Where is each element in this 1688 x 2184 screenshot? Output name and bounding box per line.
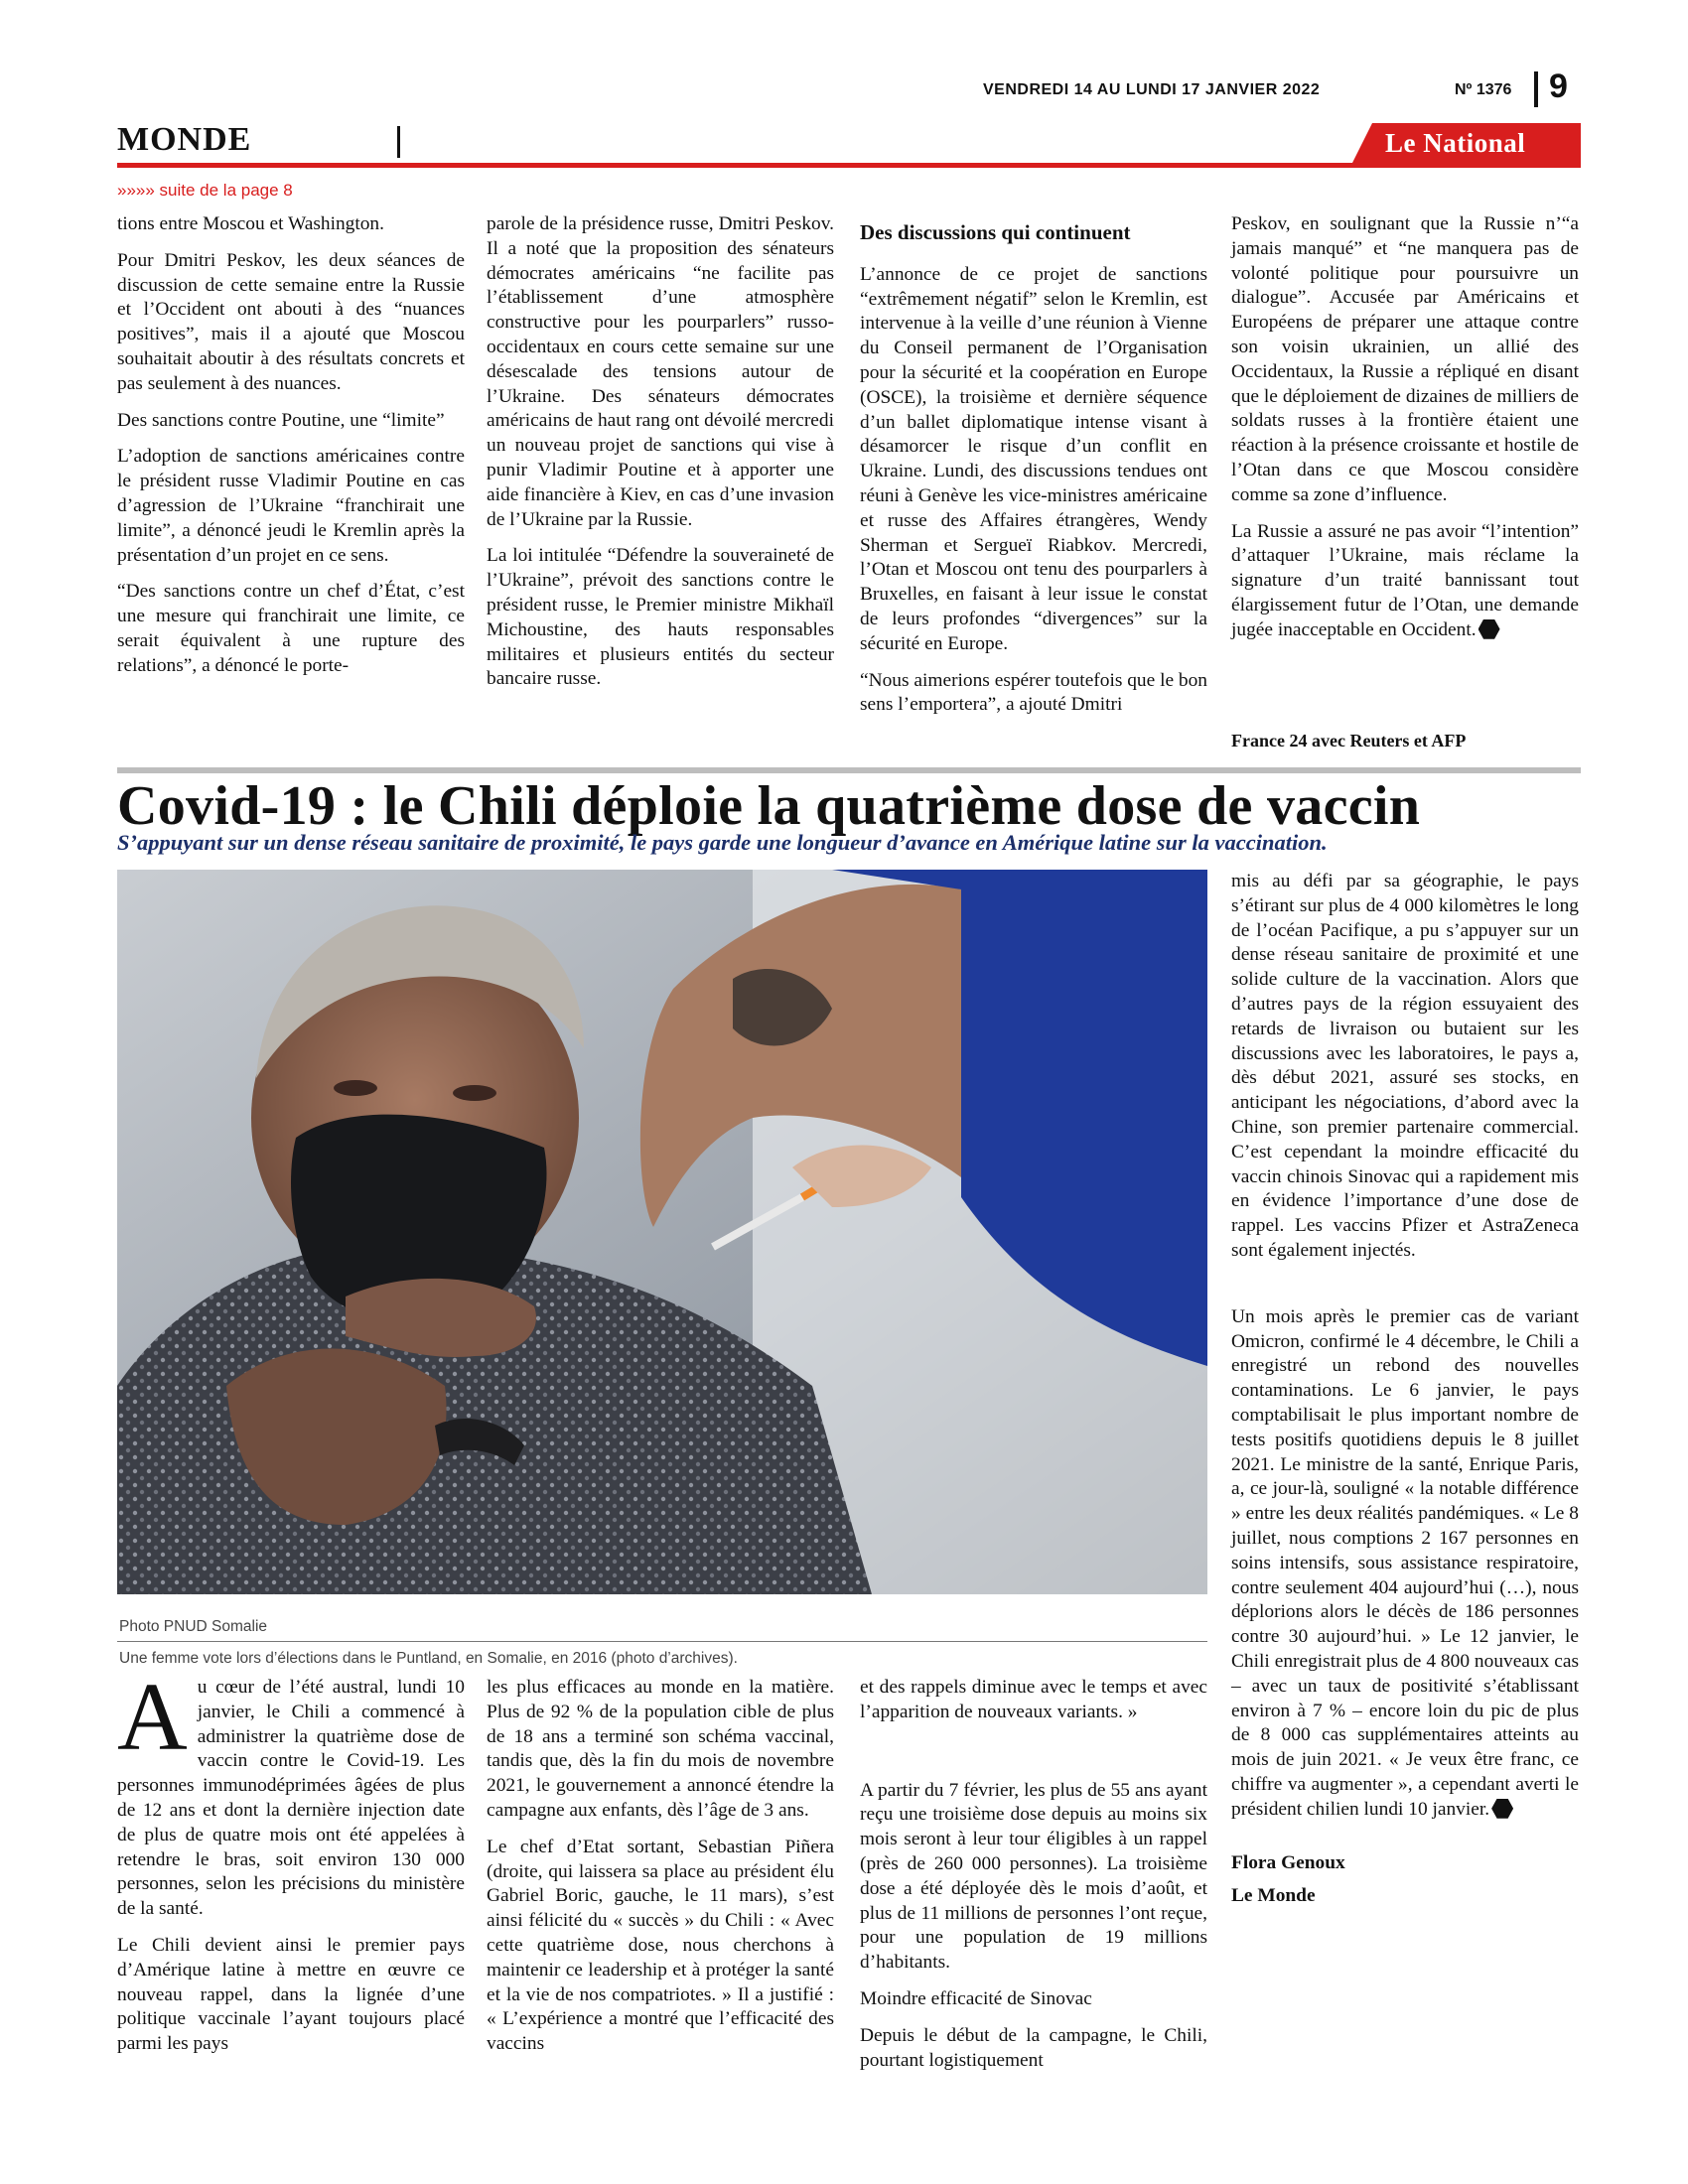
author-source: Le Monde <box>1231 1885 1316 1907</box>
photo-credit: Photo PNUD Somalie <box>119 1618 268 1635</box>
header-red-rule <box>117 163 1581 168</box>
article-credit: France 24 avec Reuters et AFP <box>1231 731 1467 751</box>
paragraph: parole de la présidence russe, Dmitri Peskov. Il a noté que la proposition des sénateurs démocrates américains “ne facilite pas l’établissement d’une atmosphère constructive pour les pourparlers” russo-occidentaux en cours cette semaine sur une désescalade des tensions autour de l’Ukraine. Des sénateurs démocrates américains de haut rang ont dévoilé mercredi un nouveau projet de sanctions qui vise à punir Vladimir Poutine et à apporter une aide financière à Kiev, en cas d’une invasion de l’Ukraine par la Russie. <box>487 213 834 530</box>
paragraph <box>117 1664 465 1922</box>
end-mark-icon <box>1491 1799 1513 1819</box>
photo-caption: Une femme vote lors d’élections dans le Puntland, en Somalie, en 2016 (photo d’archives). <box>119 1650 738 1667</box>
main-article-column-1 <box>117 1664 465 2069</box>
paragraph <box>1231 1305 1579 1823</box>
paragraph: Peskov, en soulignant que la Russie n’“a jamais manqué” et “ne manquera pas de volonté politique pour poursuivre un dialogue”. Accusée par Américains et Européens de préparer une attaque contre son voisin ukrainien, un allié des Occidentaux, la Russie a répliqué en disant que le déploiement de dizaines de milliers de soldats russes à la frontière étaient une réaction à la présence croissante et hostile de l’Otan dans ce que Moscou considère comme sa zone d’influence. <box>1231 213 1579 505</box>
paragraph: les plus efficaces au monde en la matière. Plus de 92 % de la population cible de plus de 18 ans a terminé son schéma vaccinal, tandis que, dès la fin du mois de novembre 2021, le gouvernement a annoncé étendre la campagne aux enfants, dès l’âge de 3 ans. <box>487 1677 834 1821</box>
paragraph: L’adoption de sanctions américaines contre le président russe Vladimir Poutine en cas d’agression de l’Ukraine “franchirait une limite”, a dénoncé jeudi le Kremlin après la présentation d’un projet en ce sens. <box>117 446 465 566</box>
header-divider <box>1534 71 1538 107</box>
top-article-column-1 <box>117 212 465 691</box>
drop-cap: A <box>117 1664 188 1771</box>
main-article-column-3 <box>860 1676 1207 2085</box>
paragraph: Le chef d’Etat sortant, Sebastian Piñera (droite, qui laissera sa place au président élu Gabriel Boric, gauche, le 11 mars), s’est ainsi félicité du « succès » du Chili : « Avec cette quatrième dose, nous cherchons à maintenir ce leadership et à protéger la santé et la vie de nos compatriotes. » Il a justifié : « L’expérience a montré que l’efficacité des vaccins <box>487 1836 834 2055</box>
article-photo <box>117 870 1207 1594</box>
paragraph-text: La Russie a assuré ne pas avoir “l’intention” d’attaquer l’Ukraine, mais réclame la signature d’un traité bannissant tout élargissement futur de l’Otan, une demande jugée inacceptable en Occident. <box>1231 520 1579 640</box>
end-mark-icon <box>1478 619 1500 639</box>
paragraph: L’annonce de ce projet de sanctions “extrêmement négatif” selon le Kremlin, est intervenue à la veille d’une réunion à Vienne du Conseil permanent de l’Organisation pour la sécurité et la coopération en Europe (OSCE), la troisième et dernière séquence d’un ballet diplomatique intense visant à désamorcer le risque d’un conflit en Ukraine. Lundi, des discussions tendues ont réuni à Genève les vice-ministres américaine et russe des Affaires étrangères, Wendy Sherman et Sergueï Riabkov. Mercredi, l’Otan et Moscou ont tenu des pourparlers à Bruxelles, en faisant à leur issue le constat de leurs profondes “divergences” sur la sécurité en Europe. <box>860 263 1207 654</box>
section-title: MONDE <box>117 121 252 158</box>
paragraph-text: Un mois après le premier cas de variant Omicron, confirmé le 4 décembre, le Chili a enregistré un rebond des nouvelles contaminations. Le 6 janvier, le pays comptabilisait le plus important nombre de tests positifs quotidiens depuis le 8 juillet 2021. Le ministre de la santé, Enrique Paris, a, ce jour-là, souligné « la notable différence » entre les deux réalités pandémiques. « Le 8 juillet, nous comptions 2 167 personnes en soins intensifs, sous assistance respiratoire, contre seulement 404 aujourd’hui (…), nous déplorions alors le décès de 186 personnes contre 30 aujourd’hui. » Le 12 janvier, le Chili enregistrait plus de 4 800 nouveaux cas – avec un taux de positivité s’établissant environ à 7 % – encore loin du pic de plus de 8 000 cas supplémentaires atteints au mois de juin 2021. « Je veux être franc, ce chiffre va augmenter », a cependant averti le président chilien lundi 10 janvier. <box>1231 1305 1579 1820</box>
section-divider <box>397 126 400 158</box>
issue-number: Nº 1376 <box>1455 81 1512 98</box>
headline: Covid-19 : le Chili déploie la quatrième dose de vaccin <box>117 775 1421 837</box>
main-article-column-4 <box>1231 870 1579 1909</box>
author-name: Flora Genoux <box>1231 1852 1345 1874</box>
paragraph: Depuis le début de la campagne, le Chili, pourtant logistiquement <box>860 2024 1207 2071</box>
page-number: 9 <box>1549 68 1568 105</box>
paragraph-text: u cœur de l’été austral, lundi 10 janvier, le Chili a commencé à administrer la quatrième dose de vaccin contre le Covid-19. Les personnes immunodéprimées âgées de plus de 12 ans et dont la dernière injection date de plus de quatre mois ont été appelées à retendre le bras, soit environ 130 000 personnes, selon les précisions du ministère de la santé. <box>117 1677 465 1920</box>
top-article-column-3 <box>860 220 1207 730</box>
paragraph: La loi intitulée “Défendre la souveraineté de l’Ukraine”, prévoit des sanctions contre le président russe, le Premier ministre Mikhaïl Michoustine, des hauts responsables militaires et plusieurs entités du secteur bancaire russe. <box>487 545 834 690</box>
vaccination-photo <box>117 870 1207 1594</box>
subheading: Des sanctions contre Poutine, une “limite” <box>117 409 445 431</box>
top-article-column-4 <box>1231 212 1579 655</box>
paragraph: Pour Dmitri Peskov, les deux séances de discussion de cette semaine entre la Russie et l’Occident ont abouti à des “nuances positives”, mais il a ajouté que Moscou souhaitait aboutir à des résultats concrets et pas seulement à des nuances. <box>117 249 465 394</box>
paragraph: A partir du 7 février, les plus de 55 ans ayant reçu une troisième dose depuis au moins six mois seront à leur tour éligibles à un rappel (près de 260 000 personnes). La troisième dose a été déployée dès le mois d’août, et plus de 11 millions de personnes l’ont reçue, pour une population de 19 millions d’habitants. <box>860 1779 1207 1974</box>
deck: S’appuyant sur un dense réseau sanitaire de proximité, le pays garde une longueur d’avance en Amérique latine sur la vaccination. <box>117 830 1328 855</box>
top-article-column-2 <box>487 212 834 704</box>
paragraph: “Des sanctions contre un chef d’État, c’est une mesure qui franchirait une limite, ce serait équivalent à une rupture des relations”, a dénoncé le porte- <box>117 581 465 676</box>
issue-date: VENDREDI 14 AU LUNDI 17 JANVIER 2022 <box>983 81 1321 98</box>
brand-name: Le National <box>1385 128 1526 158</box>
main-article-column-2 <box>487 1676 834 2069</box>
paragraph <box>1231 520 1579 643</box>
caption-rule <box>117 1641 1207 1642</box>
paragraph: mis au défi par sa géographie, le pays s’étirant sur plus de 4 000 kilomètres le long de l’océan Pacifique, a pu s’appuyer sur un dense réseau sanitaire de proximité et une solide culture de la vaccination. Alors que d’autres pays de la région essuyaient des retards de livraison ou butaient sur les discussions avec les laboratoires, le pays a, dès début 2021, assuré ses stocks, en anticipant les négociations, d’abord avec la Chine, son premier partenaire commercial. C’est cependant la moindre efficacité du vaccin chinois Sinovac qui a rapidement mis en évidence l’importance d’une dose de rappel. Les vaccins Pfizer et AstraZeneca sont également injectés. <box>1231 871 1579 1261</box>
paragraph: “Nous aimerions espérer toutefois que le bon sens l’emportera”, a ajouté Dmitri <box>860 669 1208 716</box>
subheading: Des discussions qui continuent <box>860 220 1131 244</box>
paragraph: Le Chili devient ainsi le premier pays d’Amérique latine à mettre en œuvre ce nouveau rappel, dans la lignée d’une politique vaccinale l’ayant toujours placé parmi les pays <box>117 1934 465 2055</box>
continued-from-link[interactable]: »»»» suite de la page 8 <box>117 181 293 200</box>
paragraph: et des rappels diminue avec le temps et avec l’apparition de nouveaux variants. » <box>860 1677 1207 1722</box>
article-divider <box>117 767 1581 773</box>
subheading: Moindre efficacité de Sinovac <box>860 1987 1092 2009</box>
paragraph: tions entre Moscou et Washington. <box>117 213 384 234</box>
